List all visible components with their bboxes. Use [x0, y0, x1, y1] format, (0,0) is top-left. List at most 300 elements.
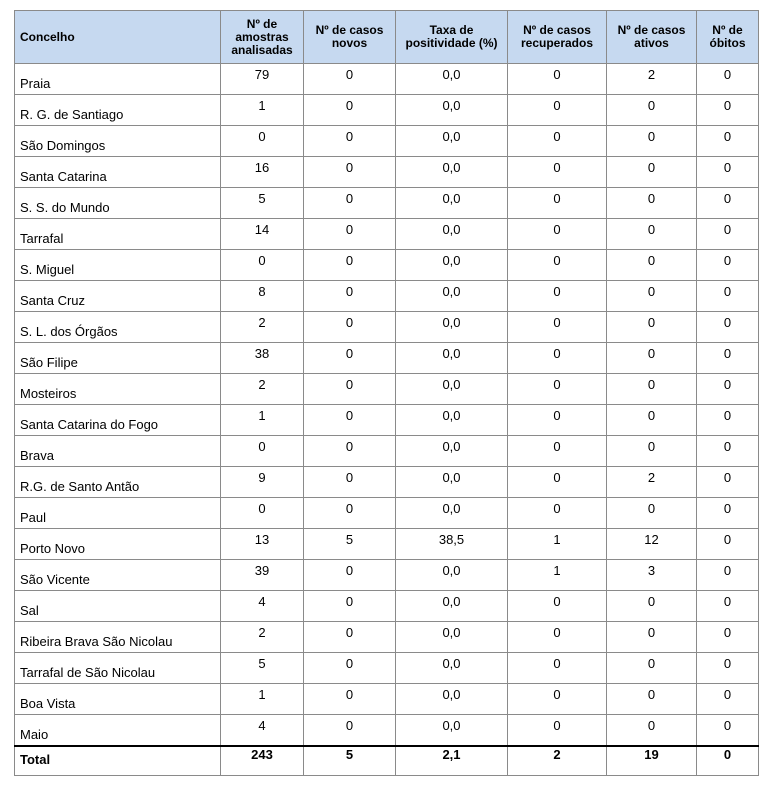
value-cell — [697, 591, 759, 622]
cell-value: 0 — [553, 253, 561, 268]
cell-value: 0 — [647, 160, 656, 175]
cell-value: 14 — [254, 222, 270, 237]
header-amostras: Nº de amostras analisadas — [221, 11, 304, 64]
concelho-name: Porto Novo — [20, 541, 86, 556]
cell-value: 0 — [647, 687, 656, 702]
value-cell — [304, 312, 396, 343]
value-cell — [396, 312, 508, 343]
table-row — [15, 64, 759, 95]
value-cell — [697, 467, 759, 498]
concelho-name: Maio — [20, 727, 49, 742]
cell-value: 0 — [723, 377, 732, 392]
value-cell — [304, 405, 396, 436]
cell-value: 0 — [345, 625, 354, 640]
table-row — [15, 529, 759, 560]
value-cell — [396, 436, 508, 467]
value-cell — [697, 653, 759, 684]
cell-value: 1 — [258, 408, 266, 423]
cell-value: 9 — [258, 470, 266, 485]
cell-value: 4 — [258, 594, 266, 609]
value-cell — [697, 126, 759, 157]
value-cell — [607, 684, 697, 715]
cell-value: 2 — [258, 315, 266, 330]
value-cell — [508, 653, 607, 684]
value-cell — [304, 64, 396, 95]
concelho-cell — [15, 746, 221, 776]
value-cell — [607, 498, 697, 529]
value-cell — [304, 746, 396, 776]
value-cell — [607, 157, 697, 188]
cell-value: 0 — [647, 191, 656, 206]
table-row — [15, 343, 759, 374]
value-cell — [697, 560, 759, 591]
value-cell — [607, 405, 697, 436]
cell-value: 0 — [647, 594, 656, 609]
cell-value: 0 — [647, 222, 656, 237]
value-cell — [221, 374, 304, 405]
value-cell — [607, 343, 697, 374]
value-cell — [304, 343, 396, 374]
value-cell — [508, 219, 607, 250]
value-cell — [607, 653, 697, 684]
cell-value: 0 — [723, 687, 732, 702]
concelho-name: R. G. de Santiago — [20, 107, 124, 122]
cell-value: 16 — [254, 160, 270, 175]
cell-value: 0 — [345, 67, 354, 82]
value-cell — [304, 715, 396, 747]
table-container — [14, 10, 759, 776]
value-cell — [396, 653, 508, 684]
value-cell — [697, 498, 759, 529]
cell-value: 0 — [723, 470, 732, 485]
cell-value: 0 — [553, 439, 561, 454]
table-row — [15, 591, 759, 622]
value-cell — [607, 219, 697, 250]
concelho-cell — [15, 250, 221, 281]
value-cell — [396, 250, 508, 281]
cell-value: 0 — [345, 656, 354, 671]
value-cell — [607, 560, 697, 591]
value-cell — [697, 219, 759, 250]
concelho-name: Tarrafal — [20, 231, 64, 246]
cell-value: 0,0 — [442, 439, 461, 454]
value-cell — [221, 746, 304, 776]
value-cell — [304, 560, 396, 591]
concelho-cell — [15, 560, 221, 591]
cell-value: 0,0 — [442, 160, 461, 175]
cell-value: 0 — [345, 563, 354, 578]
table-row — [15, 715, 759, 747]
total-row — [15, 746, 759, 776]
value-cell — [221, 312, 304, 343]
cell-value: 0 — [345, 377, 354, 392]
concelho-name: Tarrafal de São Nicolau — [20, 665, 156, 680]
value-cell — [508, 312, 607, 343]
cell-value: 0,0 — [442, 594, 461, 609]
cell-value: 0 — [723, 718, 732, 733]
value-cell — [508, 250, 607, 281]
cell-value: 0,0 — [442, 98, 461, 113]
table-row — [15, 560, 759, 591]
value-cell — [304, 529, 396, 560]
value-cell — [607, 188, 697, 219]
cell-value: 0 — [553, 687, 561, 702]
value-cell — [221, 188, 304, 219]
table-row — [15, 312, 759, 343]
cell-value: 0 — [553, 377, 561, 392]
concelho-name: Sal — [20, 603, 39, 618]
concelho-name: São Filipe — [20, 355, 78, 370]
cell-value: 0 — [647, 284, 656, 299]
cell-value: 2 — [553, 747, 561, 762]
header-casos-novos: Nº de casos novos — [304, 11, 396, 64]
value-cell — [607, 746, 697, 776]
cell-value: 0 — [723, 191, 732, 206]
concelho-name: Brava — [20, 448, 54, 463]
cell-value: 0 — [345, 718, 354, 733]
table-row — [15, 374, 759, 405]
cell-value: 0 — [647, 439, 656, 454]
cell-value: 0 — [647, 315, 656, 330]
value-cell — [396, 64, 508, 95]
cell-value: 2 — [647, 67, 656, 82]
cell-value: 0 — [345, 687, 354, 702]
cell-value: 0 — [258, 253, 266, 268]
value-cell — [697, 157, 759, 188]
value-cell — [304, 684, 396, 715]
cell-value: 0 — [723, 346, 732, 361]
cell-value: 0 — [647, 718, 656, 733]
cell-value: 0,0 — [442, 284, 461, 299]
cell-value: 0,0 — [442, 656, 461, 671]
cell-value: 0,0 — [442, 625, 461, 640]
cell-value: 0 — [723, 563, 732, 578]
table-row — [15, 684, 759, 715]
concelho-cell — [15, 281, 221, 312]
value-cell — [396, 529, 508, 560]
value-cell — [508, 715, 607, 747]
cell-value: 2 — [258, 625, 266, 640]
cell-value: 38,5 — [438, 532, 465, 547]
cell-value: 0 — [723, 315, 732, 330]
cell-value: 0,0 — [442, 191, 461, 206]
table-row — [15, 219, 759, 250]
cell-value: 0 — [723, 747, 732, 762]
concelho-name: Mosteiros — [20, 386, 77, 401]
value-cell — [396, 684, 508, 715]
header-positividade: Taxa de positividade (%) — [396, 11, 508, 64]
table-row — [15, 281, 759, 312]
value-cell — [304, 436, 396, 467]
value-cell — [221, 436, 304, 467]
cell-value: 0 — [723, 160, 732, 175]
cell-value: 0 — [553, 470, 561, 485]
value-cell — [304, 188, 396, 219]
value-cell — [396, 498, 508, 529]
cell-value: 0 — [345, 501, 354, 516]
cell-value: 0 — [647, 377, 656, 392]
table-row — [15, 622, 759, 653]
value-cell — [304, 95, 396, 126]
value-cell — [396, 560, 508, 591]
value-cell — [396, 188, 508, 219]
cell-value: 0 — [553, 594, 561, 609]
cell-value: 0 — [723, 625, 732, 640]
value-cell — [221, 467, 304, 498]
table-row — [15, 157, 759, 188]
cell-value: 0 — [723, 284, 732, 299]
concelho-name: Santa Catarina do Fogo — [20, 417, 159, 432]
cell-value: 0 — [553, 191, 561, 206]
table-row — [15, 405, 759, 436]
value-cell — [304, 281, 396, 312]
value-cell — [304, 219, 396, 250]
concelho-cell — [15, 467, 221, 498]
value-cell — [221, 219, 304, 250]
concelho-name: S. Miguel — [20, 262, 75, 277]
concelho-name: São Vicente — [20, 572, 90, 587]
cell-value: 0 — [345, 284, 354, 299]
value-cell — [607, 250, 697, 281]
value-cell — [508, 591, 607, 622]
cell-value: 0,0 — [442, 470, 461, 485]
cell-value: 1 — [553, 532, 561, 547]
value-cell — [697, 312, 759, 343]
value-cell — [221, 250, 304, 281]
value-cell — [221, 157, 304, 188]
concelho-name: S. L. dos Órgãos — [20, 324, 118, 339]
cell-value: 5 — [258, 656, 266, 671]
value-cell — [697, 684, 759, 715]
cell-value: 0 — [258, 501, 266, 516]
concelho-cell — [15, 653, 221, 684]
concelho-cell — [15, 529, 221, 560]
value-cell — [508, 405, 607, 436]
cell-value: 2 — [258, 377, 266, 392]
value-cell — [508, 529, 607, 560]
cell-value: 0,0 — [442, 222, 461, 237]
cell-value: 0 — [723, 67, 732, 82]
cell-value: 0 — [723, 532, 732, 547]
value-cell — [221, 684, 304, 715]
concelho-cell — [15, 405, 221, 436]
cell-value: 0 — [345, 253, 354, 268]
cell-value: 0 — [345, 408, 354, 423]
cell-value: 0 — [345, 594, 354, 609]
value-cell — [607, 281, 697, 312]
concelho-cell — [15, 436, 221, 467]
value-cell — [697, 436, 759, 467]
cell-value: 0 — [723, 253, 732, 268]
value-cell — [304, 498, 396, 529]
value-cell — [697, 250, 759, 281]
table-row — [15, 436, 759, 467]
value-cell — [304, 126, 396, 157]
cell-value: 0 — [647, 501, 656, 516]
value-cell — [508, 343, 607, 374]
value-cell — [508, 560, 607, 591]
value-cell — [221, 126, 304, 157]
table-row — [15, 250, 759, 281]
value-cell — [221, 281, 304, 312]
concelho-cell — [15, 219, 221, 250]
concelho-name: Praia — [20, 76, 51, 91]
cell-value: 0,0 — [442, 346, 461, 361]
value-cell — [607, 622, 697, 653]
concelho-cell — [15, 715, 221, 747]
value-cell — [304, 467, 396, 498]
value-cell — [221, 498, 304, 529]
table-row — [15, 653, 759, 684]
cell-value: 0 — [723, 501, 732, 516]
value-cell — [396, 343, 508, 374]
cell-value: 0,0 — [442, 687, 461, 702]
value-cell — [304, 157, 396, 188]
cell-value: 0 — [345, 222, 354, 237]
value-cell — [396, 467, 508, 498]
cell-value: 0 — [553, 501, 561, 516]
value-cell — [508, 64, 607, 95]
value-cell — [607, 591, 697, 622]
cell-value: 0 — [345, 98, 354, 113]
cell-value: 0 — [723, 98, 732, 113]
cell-value: 0,0 — [442, 408, 461, 423]
cell-value: 0 — [723, 408, 732, 423]
value-cell — [508, 374, 607, 405]
value-cell — [304, 622, 396, 653]
value-cell — [221, 529, 304, 560]
cell-value: 0 — [647, 408, 656, 423]
cell-value: 12 — [644, 532, 659, 547]
cell-value: 5 — [345, 532, 354, 547]
table-body — [15, 64, 759, 776]
value-cell — [607, 529, 697, 560]
cell-value: 0,0 — [442, 129, 461, 144]
cell-value: 0 — [553, 408, 561, 423]
value-cell — [221, 343, 304, 374]
value-cell — [607, 715, 697, 747]
concelho-name: S. S. do Mundo — [20, 200, 110, 215]
value-cell — [508, 281, 607, 312]
value-cell — [396, 591, 508, 622]
concelho-cell — [15, 312, 221, 343]
cell-value: 0 — [553, 346, 561, 361]
value-cell — [304, 250, 396, 281]
header-recuperados: Nº de casos recuperados — [508, 11, 607, 64]
cell-value: 79 — [254, 67, 270, 82]
value-cell — [304, 591, 396, 622]
value-cell — [508, 436, 607, 467]
value-cell — [697, 746, 759, 776]
cell-value: 0 — [553, 315, 561, 330]
cell-value: 0 — [345, 346, 354, 361]
value-cell — [221, 715, 304, 747]
cell-value: 0 — [553, 656, 561, 671]
cell-value: 39 — [254, 563, 270, 578]
header-obitos: Nº de óbitos — [697, 11, 759, 64]
cell-value: 0 — [723, 222, 732, 237]
cell-value: 3 — [647, 563, 656, 578]
cell-value: 243 — [251, 747, 273, 762]
value-cell — [396, 622, 508, 653]
value-cell — [697, 64, 759, 95]
value-cell — [396, 126, 508, 157]
cell-value: 0,0 — [442, 253, 461, 268]
cell-value: 0 — [553, 129, 561, 144]
concelho-name: Santa Catarina — [20, 169, 107, 184]
cell-value: 5 — [345, 747, 354, 762]
cell-value: 0 — [258, 129, 266, 144]
value-cell — [396, 715, 508, 747]
cell-value: 0 — [647, 346, 656, 361]
cell-value: 4 — [258, 718, 266, 733]
value-cell — [607, 467, 697, 498]
value-cell — [221, 653, 304, 684]
value-cell — [607, 374, 697, 405]
cell-value: 19 — [644, 747, 659, 762]
value-cell — [697, 188, 759, 219]
cell-value: 38 — [254, 346, 270, 361]
value-cell — [396, 219, 508, 250]
cell-value: 0,0 — [442, 718, 461, 733]
cell-value: 0 — [723, 656, 732, 671]
cell-value: 0 — [345, 470, 354, 485]
cell-value: 0 — [647, 253, 656, 268]
value-cell — [221, 64, 304, 95]
value-cell — [508, 498, 607, 529]
value-cell — [221, 405, 304, 436]
concelho-cell — [15, 684, 221, 715]
value-cell — [697, 95, 759, 126]
cell-value: 0 — [723, 439, 732, 454]
value-cell — [607, 95, 697, 126]
cell-value: 1 — [553, 563, 561, 578]
cell-value: 0 — [553, 284, 561, 299]
table-row — [15, 498, 759, 529]
cell-value: 1 — [258, 687, 266, 702]
value-cell — [508, 684, 607, 715]
concelho-name: Total — [20, 752, 51, 767]
value-cell — [396, 405, 508, 436]
value-cell — [607, 126, 697, 157]
cell-value: 0,0 — [442, 377, 461, 392]
value-cell — [396, 746, 508, 776]
value-cell — [607, 312, 697, 343]
value-cell — [697, 281, 759, 312]
table-row — [15, 95, 759, 126]
header-concelho: Concelho — [15, 11, 221, 64]
cell-value: 0,0 — [442, 67, 461, 82]
cell-value: 0 — [647, 129, 656, 144]
value-cell — [697, 374, 759, 405]
value-cell — [508, 95, 607, 126]
cell-value: 0 — [258, 439, 266, 454]
cell-value: 0 — [553, 160, 561, 175]
cell-value: 0 — [647, 625, 656, 640]
cell-value: 0 — [345, 315, 354, 330]
value-cell — [221, 622, 304, 653]
concelho-cell — [15, 188, 221, 219]
concelho-cell — [15, 498, 221, 529]
cell-value: 0 — [345, 439, 354, 454]
concelho-cell — [15, 95, 221, 126]
cell-value: 0 — [723, 594, 732, 609]
value-cell — [508, 157, 607, 188]
value-cell — [607, 436, 697, 467]
cell-value: 0 — [345, 129, 354, 144]
concelho-cell — [15, 126, 221, 157]
cell-value: 5 — [258, 191, 266, 206]
